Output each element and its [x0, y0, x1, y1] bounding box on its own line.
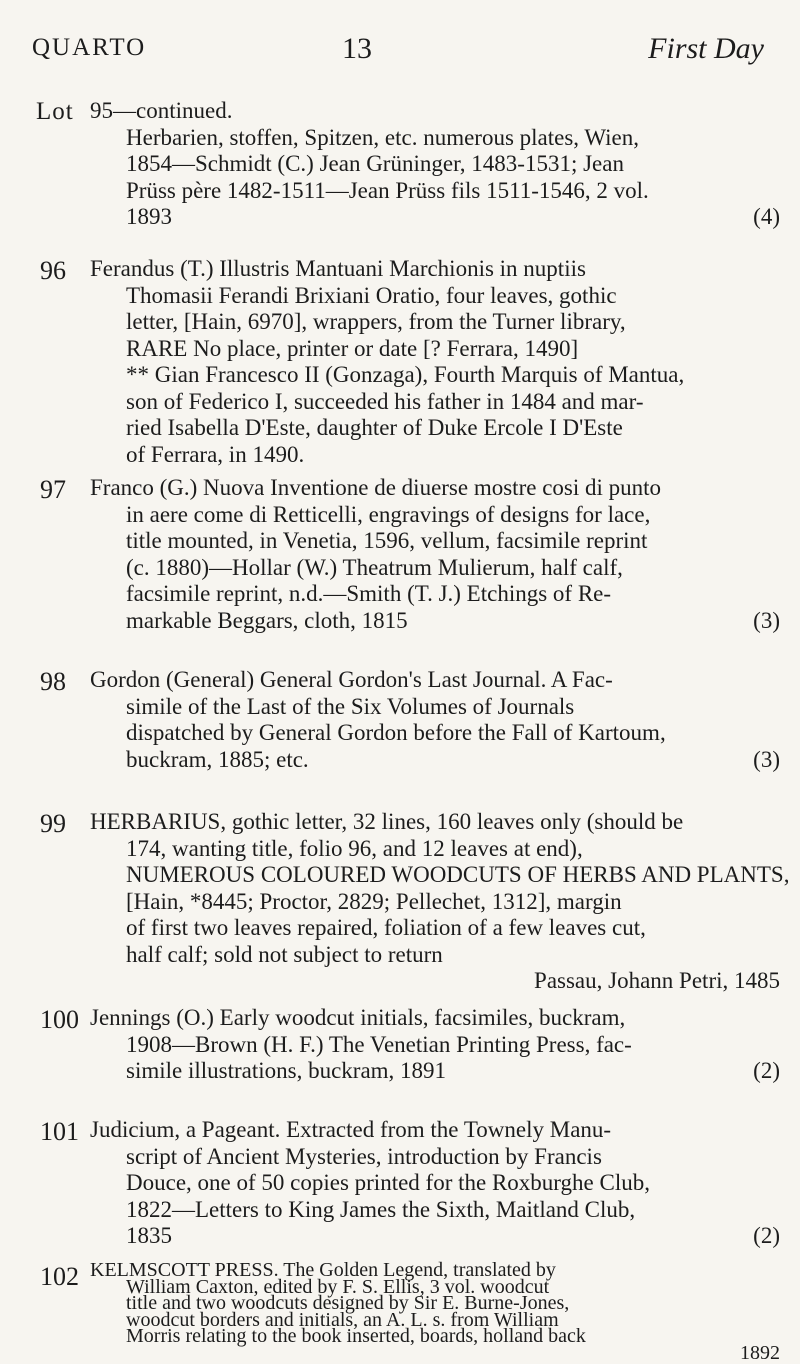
- entry-line: Morris relating to the book inserted, boards, holland back: [126, 1325, 586, 1347]
- section-title: QUARTO: [32, 34, 147, 61]
- lot-price: (4): [753, 204, 780, 229]
- page-number: 13: [342, 32, 372, 65]
- entry-line: Ferandus (T.) Illustris Mantuani Marchionis in nuptiis: [90, 256, 586, 281]
- entry-line: title mounted, in Venetia, 1596, vellum, facsimile reprint: [126, 528, 648, 553]
- lot-price: (2): [753, 1058, 780, 1083]
- entry-line: [90, 1058, 780, 1085]
- entry-line: Prüss père 1482-1511—Jean Prüss fils 1511-1546, 2 vol.: [126, 177, 649, 203]
- entry-line: William Caxton, edited by F. S. Ellis, 3 vol. woodcut: [126, 1275, 550, 1298]
- lot-label: Lot: [36, 98, 74, 125]
- entry-line: facsimile reprint, n.d.—Smith (T. J.) Etchings of Re-: [126, 581, 612, 606]
- entry-line: Herbarien, stoffen, Spitzen, etc. numerous plates, Wien,: [126, 124, 640, 150]
- entry-line: 1854—Schmidt (C.) Jean Grüninger, 1483-1531; Jean: [126, 151, 624, 176]
- entry-line: of first two leaves repaired, foliation of a few leaves cut,: [126, 915, 646, 940]
- entry-line: 1822—Letters to King James the Sixth, Maitland Club,: [126, 1196, 636, 1222]
- entry-line-text: 1893: [126, 204, 172, 229]
- entry-line: 174, wanting title, folio 96, and 12 leaves at end),: [126, 835, 583, 861]
- entry-line: in aere come di Retticelli, engravings of designs for lace,: [126, 501, 651, 527]
- lot-price: (2): [753, 1223, 780, 1248]
- page-header: [32, 34, 772, 68]
- lot-description: [90, 98, 780, 231]
- entry-line: ** Gian Francesco II (Gonzaga), Fourth Marquis of Mantua,: [126, 362, 685, 387]
- entry-line: HERBARIUS, gothic letter, 32 lines, 160 leaves only (should be: [90, 809, 684, 834]
- lot-number: 100: [40, 1005, 79, 1034]
- lot-description: [90, 256, 780, 468]
- entry-line: script of Ancient Mysteries, introduction by Francis: [126, 1143, 602, 1169]
- entry-line: Judicium, a Pageant. Extracted from the Townely Manu-: [90, 1117, 612, 1142]
- entry-line-text: markable Beggars, cloth, 1815: [126, 607, 408, 633]
- entry-line-text: simile illustrations, buckram, 1891: [126, 1058, 447, 1083]
- entry-line: KELMSCOTT PRESS. The Golden Legend, translated by: [90, 1259, 556, 1281]
- entry-line: NUMEROUS COLOURED WOODCUTS OF HERBS AND PLANTS,: [126, 862, 790, 887]
- entry-line: [90, 747, 780, 774]
- entry-line: son of Federico I, succeeded his father in 1484 and mar-: [126, 388, 644, 414]
- entry-line: Jennings (O.) Early woodcut initials, facsimiles, buckram,: [90, 1005, 626, 1030]
- lot-description: [90, 809, 790, 995]
- entry-line: letter, [Hain, 6970], wrappers, from the Turner library,: [126, 309, 626, 334]
- entry-line: RARE No place, printer or date [? Ferrara, 1490]: [126, 335, 579, 361]
- entry-line: [90, 1223, 780, 1250]
- entry-line: 95—continued.: [90, 98, 233, 123]
- lot-number: 98: [40, 667, 66, 696]
- lot-description: [90, 667, 780, 773]
- lot-description: [90, 475, 780, 634]
- lot-description: [90, 1117, 780, 1250]
- entry-line: (c. 1880)—Hollar (W.) Theatrum Mulierum, half calf,: [126, 554, 623, 580]
- entry-line: of Ferrara, in 1490.: [126, 441, 305, 467]
- entry-line: dispatched by General Gordon before the Fall of Kartoum,: [126, 720, 666, 745]
- entry-line: 1908—Brown (H. F.) The Venetian Printing Press, fac-: [126, 1031, 632, 1057]
- lot-number: 97: [40, 475, 66, 504]
- entry-line: title and two woodcuts designed by Sir E. Burne-Jones,: [126, 1292, 570, 1314]
- lot-description: [90, 1005, 780, 1085]
- lot-price: (3): [753, 746, 780, 772]
- entry-line: half calf; sold not subject to return: [126, 941, 443, 967]
- lot-number: 102: [40, 1262, 79, 1291]
- entry-line: woodcut borders and initials, an A. L. s. from William: [126, 1308, 559, 1331]
- entry-line: [Hain, *8445; Proctor, 2829; Pellechet, 1312], margin: [126, 888, 622, 914]
- entry-line: Thomasii Ferandi Brixiani Oratio, four leaves, gothic: [126, 282, 617, 308]
- lot-number: 101: [40, 1117, 79, 1146]
- entry-line-text: 1835: [126, 1223, 172, 1248]
- entry-line: Gordon (General) General Gordon's Last Journal. A Fac-: [90, 667, 613, 692]
- entry-line: 1892: [740, 1341, 780, 1364]
- entry-line: Passau, Johann Petri, 1485: [534, 968, 780, 993]
- entry-line: ried Isabella D'Este, daughter of Duke Ercole I D'Este: [126, 415, 623, 440]
- lot-price: (3): [753, 607, 780, 633]
- entry-line: [90, 608, 780, 635]
- entry-line: Douce, one of 50 copies printed for the Roxburghe Club,: [126, 1170, 650, 1195]
- lot-number: 96: [40, 256, 66, 285]
- entry-line: [90, 204, 780, 231]
- day-label: First Day: [648, 32, 764, 65]
- entry-line: Franco (G.) Nuova Inventione de diuerse mostre cosi di punto: [90, 475, 662, 500]
- lot-number: 99: [40, 809, 66, 838]
- entry-line: simile of the Last of the Six Volumes of Journals: [126, 693, 575, 719]
- entry-line-text: buckram, 1885; etc.: [126, 746, 309, 772]
- lot-description: [90, 1259, 780, 1364]
